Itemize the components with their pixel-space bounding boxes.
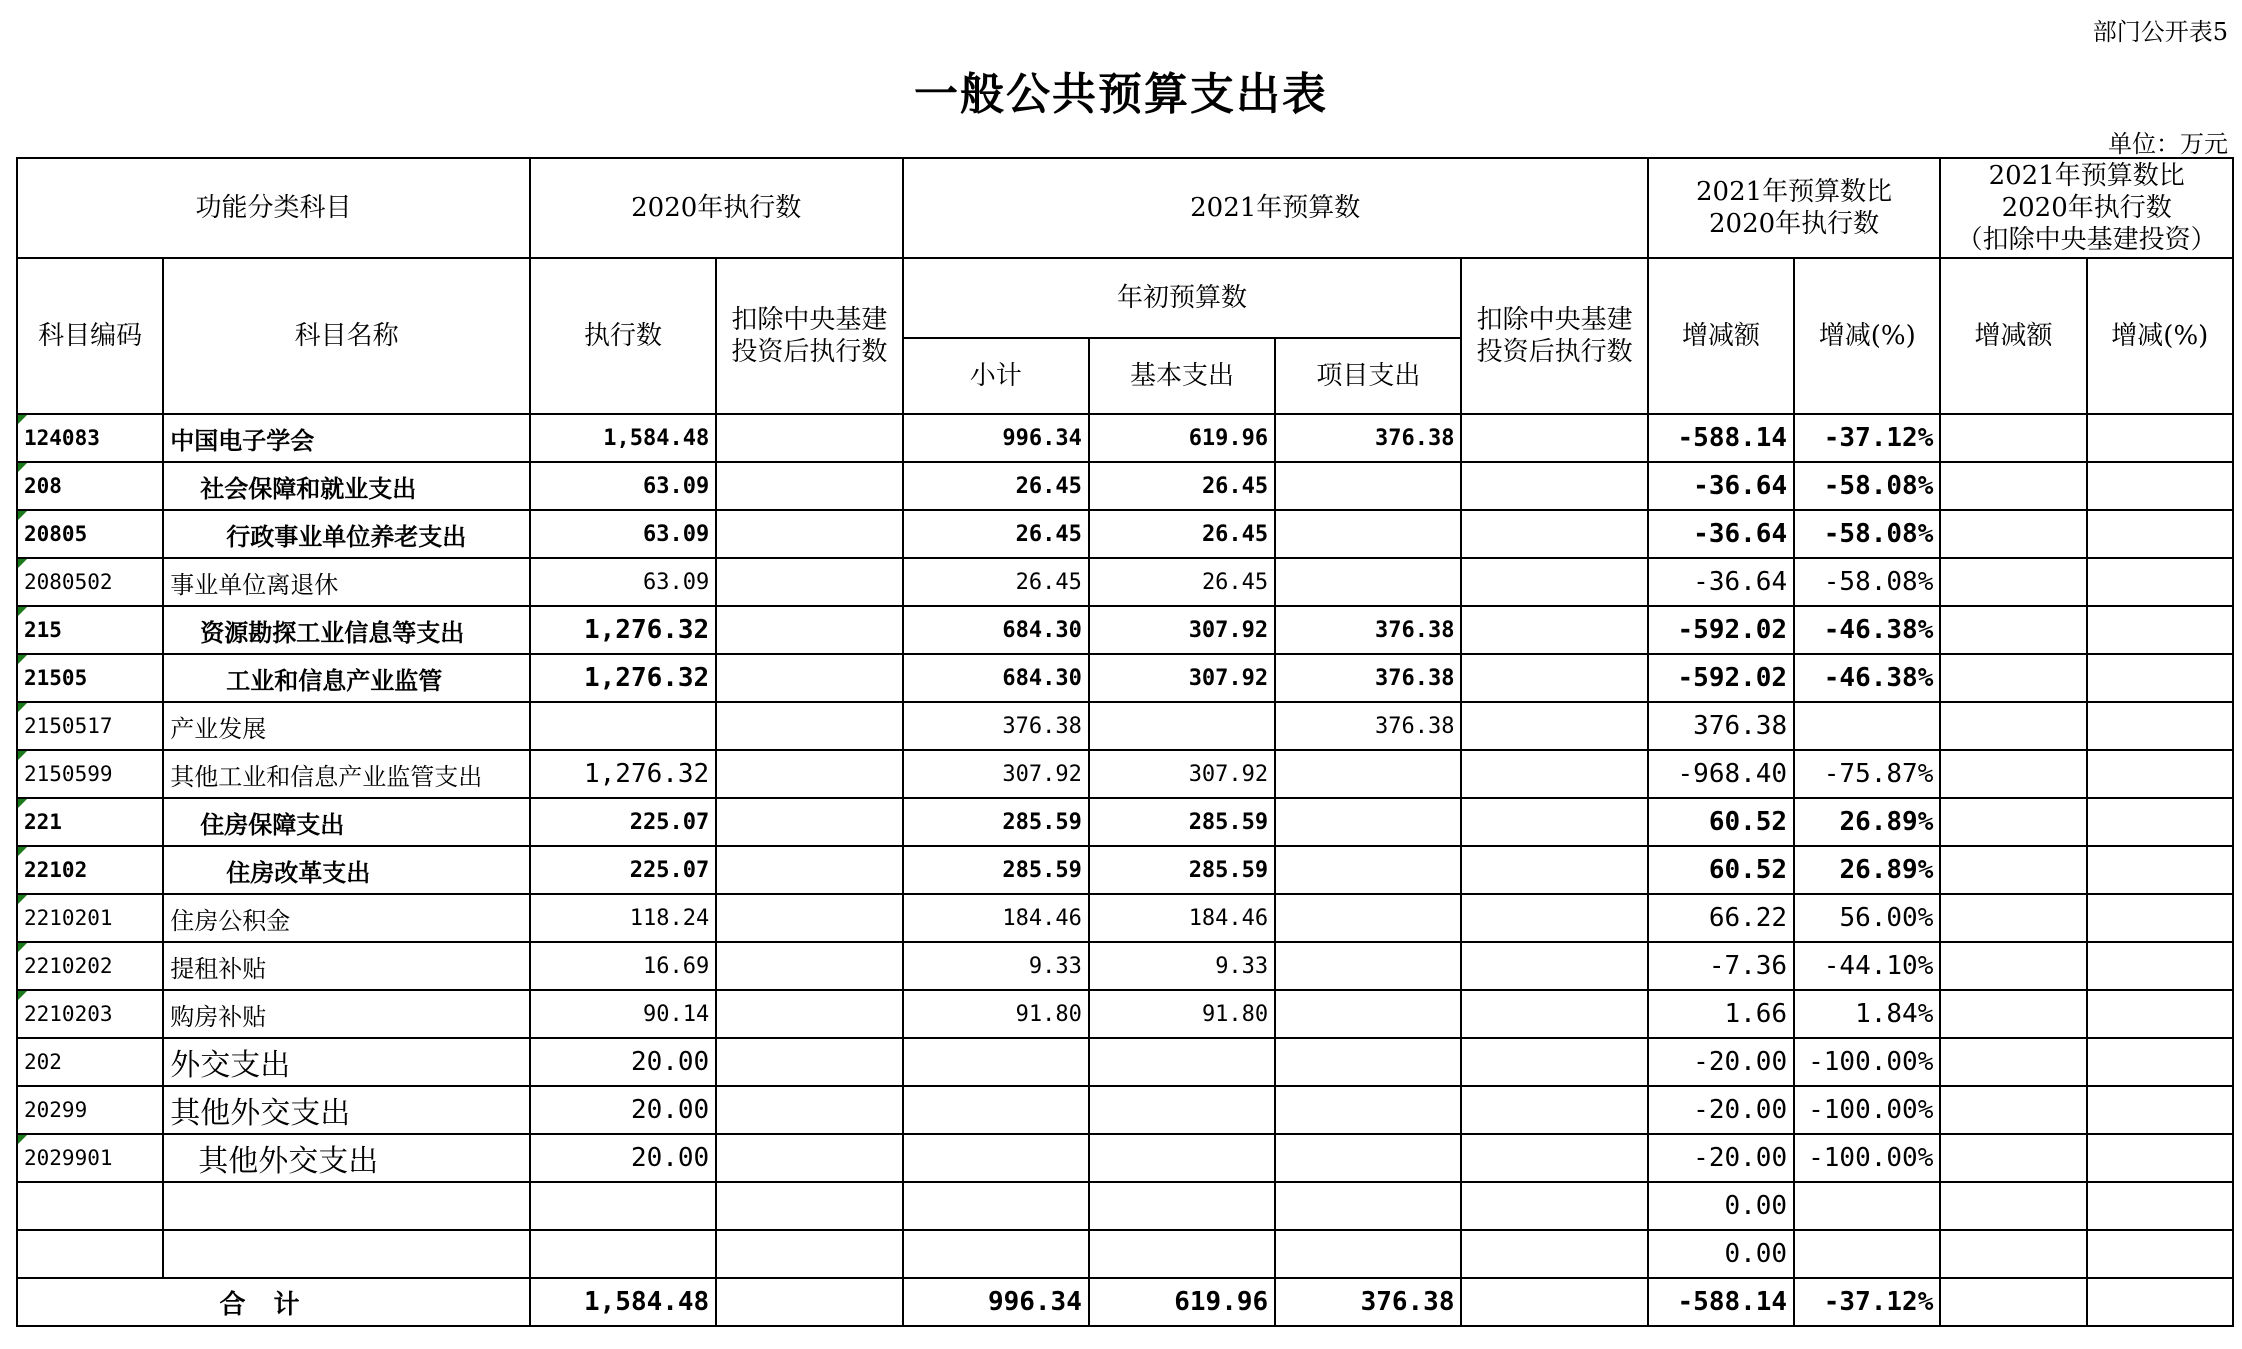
- cell-basic: 285.59: [1089, 798, 1275, 846]
- cell-exec: 20.00: [530, 1134, 716, 1182]
- cell-pct: -100.00%: [1794, 1038, 1940, 1086]
- subject-name: 资源勘探工业信息等支出: [163, 606, 530, 654]
- header-excl-exec-line2: 投资后执行数: [731, 337, 888, 367]
- cell-budget-excl: [1461, 990, 1647, 1038]
- cell-budget-excl: [1461, 702, 1647, 750]
- cell-excl-exec: [716, 702, 902, 750]
- cell-pct: -100.00%: [1794, 1086, 1940, 1134]
- cell-project: [1275, 942, 1461, 990]
- cell-budget-excl: [1461, 654, 1647, 702]
- cell-subtotal: 26.45: [903, 462, 1089, 510]
- subject-code: 20299: [17, 1086, 163, 1134]
- cell-project: [1275, 1086, 1461, 1134]
- cell-project: 376.38: [1275, 654, 1461, 702]
- cell-pct-2: [2087, 654, 2233, 702]
- cell-budget-excl: [1461, 1182, 1647, 1230]
- cell-pct-2: [2087, 558, 2233, 606]
- cell-basic: 26.45: [1089, 462, 1275, 510]
- cell-change-2: [1940, 990, 2086, 1038]
- cell-excl-exec: [716, 1230, 902, 1278]
- cell-subtotal: [903, 1086, 1089, 1134]
- cell-change: -36.64: [1648, 558, 1794, 606]
- subject-code: 21505: [17, 654, 163, 702]
- cell-change-2: [1940, 1086, 2086, 1134]
- cell-change-2: [1940, 702, 2086, 750]
- table-row: [17, 510, 2233, 558]
- cell-subtotal: 26.45: [903, 510, 1089, 558]
- cell-excl-exec: [716, 750, 902, 798]
- cell-basic: [1089, 1134, 1275, 1182]
- cell-pct-2: [2087, 1134, 2233, 1182]
- total-pct-2: [2087, 1278, 2233, 1326]
- cell-marker-icon: [18, 511, 27, 520]
- cell-pct-2: [2087, 750, 2233, 798]
- subject-code: 124083: [17, 414, 163, 462]
- cell-change: -592.02: [1648, 606, 1794, 654]
- cell-budget-excl: [1461, 606, 1647, 654]
- subject-code: 215: [17, 606, 163, 654]
- subject-code: 20805: [17, 510, 163, 558]
- cell-marker-icon: [18, 991, 27, 1000]
- table-row: [17, 1230, 2233, 1278]
- total-label: 合计: [17, 1278, 530, 1326]
- cell-excl-exec: [716, 654, 902, 702]
- cell-subtotal: 376.38: [903, 702, 1089, 750]
- cell-excl-exec: [716, 510, 902, 558]
- cell-budget-excl: [1461, 846, 1647, 894]
- header-compare-exec-line1: 2021年预算数比: [1696, 177, 1893, 207]
- subject-name: 住房公积金: [163, 894, 530, 942]
- cell-change-2: [1940, 654, 2086, 702]
- cell-budget-excl: [1461, 942, 1647, 990]
- cell-change: -20.00: [1648, 1086, 1794, 1134]
- cell-project: [1275, 894, 1461, 942]
- cell-exec: 63.09: [530, 510, 716, 558]
- cell-budget-excl: [1461, 1230, 1647, 1278]
- header-compare-exec-line2: 2020年执行数: [1709, 209, 1880, 239]
- cell-subtotal: 91.80: [903, 990, 1089, 1038]
- total-change: -588.14: [1648, 1278, 1794, 1326]
- cell-pct: -46.38%: [1794, 654, 1940, 702]
- cell-pct: -100.00%: [1794, 1134, 1940, 1182]
- cell-change-2: [1940, 942, 2086, 990]
- table-row: [17, 798, 2233, 846]
- header-compare-excl-line2: 2020年执行数: [2001, 193, 2172, 223]
- cell-change: -968.40: [1648, 750, 1794, 798]
- cell-marker-icon: [18, 655, 27, 664]
- cell-pct-2: [2087, 414, 2233, 462]
- cell-exec: 1,584.48: [530, 414, 716, 462]
- cell-marker-icon: [18, 943, 27, 952]
- cell-pct: -58.08%: [1794, 462, 1940, 510]
- cell-basic: [1089, 1038, 1275, 1086]
- cell-subtotal: 9.33: [903, 942, 1089, 990]
- cell-project: [1275, 1182, 1461, 1230]
- cell-subtotal: 307.92: [903, 750, 1089, 798]
- cell-marker-icon: [18, 751, 27, 760]
- header-change-pct: 增减(%): [1794, 258, 1940, 414]
- cell-change: -20.00: [1648, 1038, 1794, 1086]
- cell-subtotal: 684.30: [903, 606, 1089, 654]
- subject-code: 2080502: [17, 558, 163, 606]
- cell-change: 376.38: [1648, 702, 1794, 750]
- header-exec-2020: 2020年执行数: [530, 158, 903, 258]
- cell-basic: [1089, 1182, 1275, 1230]
- cell-subtotal: [903, 1230, 1089, 1278]
- cell-excl-exec: [716, 606, 902, 654]
- cell-pct-2: [2087, 1182, 2233, 1230]
- cell-pct-2: [2087, 798, 2233, 846]
- table-row: [17, 606, 2233, 654]
- cell-marker-icon: [18, 703, 27, 712]
- subject-code: 208: [17, 462, 163, 510]
- cell-excl-exec: [716, 846, 902, 894]
- total-subtotal: 996.34: [903, 1278, 1089, 1326]
- cell-budget-excl: [1461, 1038, 1647, 1086]
- cell-change-2: [1940, 1230, 2086, 1278]
- cell-marker-icon: [18, 559, 27, 568]
- cell-marker-icon: [18, 847, 27, 856]
- cell-project: [1275, 558, 1461, 606]
- cell-subtotal: 285.59: [903, 798, 1089, 846]
- cell-exec: 225.07: [530, 846, 716, 894]
- header-compare-excl: [1940, 158, 2233, 258]
- cell-excl-exec: [716, 1134, 902, 1182]
- cell-exec: [530, 1230, 716, 1278]
- subject-code: 22102: [17, 846, 163, 894]
- subject-name: 住房保障支出: [163, 798, 530, 846]
- header-change-amount: 增减额: [1648, 258, 1794, 414]
- cell-change: 0.00: [1648, 1230, 1794, 1278]
- cell-change-2: [1940, 414, 2086, 462]
- subject-name: 外交支出: [163, 1038, 530, 1086]
- subject-name: 社会保障和就业支出: [163, 462, 530, 510]
- cell-budget-excl: [1461, 462, 1647, 510]
- page-title: 一般公共预算支出表: [914, 69, 1328, 120]
- cell-subtotal: 184.46: [903, 894, 1089, 942]
- cell-exec: 16.69: [530, 942, 716, 990]
- cell-pct: -46.38%: [1794, 606, 1940, 654]
- subject-code: 2150517: [17, 702, 163, 750]
- cell-pct: [1794, 1182, 1940, 1230]
- subject-code: 221: [17, 798, 163, 846]
- header-budget-excl-line1: 扣除中央基建: [1476, 305, 1633, 335]
- header-excl-exec: [716, 258, 902, 414]
- cell-pct-2: [2087, 1086, 2233, 1134]
- cell-project: [1275, 750, 1461, 798]
- cell-basic: [1089, 1086, 1275, 1134]
- cell-subtotal: [903, 1038, 1089, 1086]
- header-compare-exec: [1648, 158, 1941, 258]
- table-row: [17, 414, 2233, 462]
- subject-code: [17, 1230, 163, 1278]
- subject-code: 2210201: [17, 894, 163, 942]
- header-change-amount-2: 增减额: [1940, 258, 2086, 414]
- cell-change: 0.00: [1648, 1182, 1794, 1230]
- cell-budget-excl: [1461, 558, 1647, 606]
- cell-change-2: [1940, 510, 2086, 558]
- subject-name: 住房改革支出: [163, 846, 530, 894]
- cell-pct: [1794, 1230, 1940, 1278]
- cell-marker-icon: [18, 895, 27, 904]
- cell-change-2: [1940, 606, 2086, 654]
- cell-change-2: [1940, 558, 2086, 606]
- cell-change-2: [1940, 1134, 2086, 1182]
- cell-basic: 26.45: [1089, 558, 1275, 606]
- cell-pct: -58.08%: [1794, 510, 1940, 558]
- cell-basic: 307.92: [1089, 606, 1275, 654]
- cell-marker-icon: [18, 799, 27, 808]
- cell-excl-exec: [716, 990, 902, 1038]
- cell-pct-2: [2087, 942, 2233, 990]
- cell-pct: 56.00%: [1794, 894, 1940, 942]
- cell-change-2: [1940, 462, 2086, 510]
- table-row: [17, 1038, 2233, 1086]
- cell-change: -7.36: [1648, 942, 1794, 990]
- header-basic-exp: 基本支出: [1089, 338, 1275, 414]
- cell-subtotal: 684.30: [903, 654, 1089, 702]
- cell-change: 66.22: [1648, 894, 1794, 942]
- cell-basic: 285.59: [1089, 846, 1275, 894]
- cell-subtotal: 996.34: [903, 414, 1089, 462]
- cell-exec: 225.07: [530, 798, 716, 846]
- cell-exec: 63.09: [530, 558, 716, 606]
- total-project: 376.38: [1275, 1278, 1461, 1326]
- cell-marker-icon: [18, 463, 27, 472]
- cell-project: [1275, 462, 1461, 510]
- cell-pct-2: [2087, 702, 2233, 750]
- cell-change: 60.52: [1648, 798, 1794, 846]
- cell-budget-excl: [1461, 798, 1647, 846]
- cell-change-2: [1940, 1038, 2086, 1086]
- cell-pct-2: [2087, 606, 2233, 654]
- table-row: [17, 1182, 2233, 1230]
- cell-budget-excl: [1461, 510, 1647, 558]
- cell-pct-2: [2087, 1038, 2233, 1086]
- cell-excl-exec: [716, 1086, 902, 1134]
- sheet-reference: 部门公开表5: [2092, 18, 2228, 46]
- cell-excl-exec: [716, 1182, 902, 1230]
- cell-budget-excl: [1461, 1134, 1647, 1182]
- total-change-2: [1940, 1278, 2086, 1326]
- cell-exec: 118.24: [530, 894, 716, 942]
- subject-name: [163, 1182, 530, 1230]
- cell-change: 60.52: [1648, 846, 1794, 894]
- cell-basic: 9.33: [1089, 942, 1275, 990]
- cell-budget-excl: [1461, 750, 1647, 798]
- cell-change-2: [1940, 1182, 2086, 1230]
- cell-exec: 20.00: [530, 1086, 716, 1134]
- cell-change-2: [1940, 798, 2086, 846]
- subject-name: 行政事业单位养老支出: [163, 510, 530, 558]
- subject-name: 工业和信息产业监管: [163, 654, 530, 702]
- cell-pct: [1794, 702, 1940, 750]
- cell-marker-icon: [18, 1135, 27, 1144]
- cell-project: [1275, 990, 1461, 1038]
- cell-project: [1275, 1038, 1461, 1086]
- header-initial-budget: 年初预算数: [903, 258, 1462, 338]
- cell-basic: 619.96: [1089, 414, 1275, 462]
- cell-exec: [530, 1182, 716, 1230]
- cell-project: 376.38: [1275, 702, 1461, 750]
- cell-pct: -58.08%: [1794, 558, 1940, 606]
- subject-code: [17, 1182, 163, 1230]
- subject-name: [163, 1230, 530, 1278]
- cell-excl-exec: [716, 558, 902, 606]
- cell-exec: 90.14: [530, 990, 716, 1038]
- cell-budget-excl: [1461, 894, 1647, 942]
- table-row: [17, 462, 2233, 510]
- cell-pct: 26.89%: [1794, 798, 1940, 846]
- table-row: [17, 942, 2233, 990]
- table-row: [17, 846, 2233, 894]
- table-row: [17, 1086, 2233, 1134]
- table-row: [17, 750, 2233, 798]
- header-budget-excl-line2: 投资后执行数: [1476, 337, 1633, 367]
- subject-code: 2210202: [17, 942, 163, 990]
- cell-change: 1.66: [1648, 990, 1794, 1038]
- cell-excl-exec: [716, 798, 902, 846]
- cell-pct-2: [2087, 894, 2233, 942]
- cell-project: [1275, 1134, 1461, 1182]
- header-change-pct-2: 增减(%): [2087, 258, 2233, 414]
- subject-name: 中国电子学会: [163, 414, 530, 462]
- header-subtotal: 小计: [903, 338, 1089, 414]
- cell-pct: -37.12%: [1794, 414, 1940, 462]
- cell-project: [1275, 510, 1461, 558]
- cell-budget-excl: [1461, 1086, 1647, 1134]
- budget-table: [16, 157, 2234, 1327]
- cell-excl-exec: [716, 942, 902, 990]
- subject-name: 产业发展: [163, 702, 530, 750]
- cell-change: -592.02: [1648, 654, 1794, 702]
- cell-pct: -44.10%: [1794, 942, 1940, 990]
- unit-label: 单位：万元: [2108, 130, 2228, 158]
- cell-project: 376.38: [1275, 606, 1461, 654]
- table-row: [17, 654, 2233, 702]
- cell-basic: [1089, 702, 1275, 750]
- header-subject-code: 科目编码: [17, 258, 163, 414]
- cell-project: [1275, 798, 1461, 846]
- cell-change: -588.14: [1648, 414, 1794, 462]
- cell-pct: 1.84%: [1794, 990, 1940, 1038]
- header-excl-exec-line1: 扣除中央基建: [731, 305, 888, 335]
- header-budget-excl: [1461, 258, 1647, 414]
- subject-code: 2029901: [17, 1134, 163, 1182]
- cell-change: -36.64: [1648, 462, 1794, 510]
- table-row: [17, 990, 2233, 1038]
- cell-subtotal: 285.59: [903, 846, 1089, 894]
- table-row: [17, 894, 2233, 942]
- header-subject-name: 科目名称: [163, 258, 530, 414]
- cell-subtotal: [903, 1182, 1089, 1230]
- cell-change: -36.64: [1648, 510, 1794, 558]
- cell-excl-exec: [716, 894, 902, 942]
- cell-project: [1275, 1230, 1461, 1278]
- cell-excl-exec: [716, 1038, 902, 1086]
- subject-name: 其他外交支出: [163, 1134, 530, 1182]
- cell-marker-icon: [18, 415, 27, 424]
- total-exec: 1,584.48: [530, 1278, 716, 1326]
- subject-name: 其他外交支出: [163, 1086, 530, 1134]
- header-exec-amount: 执行数: [530, 258, 716, 414]
- header-func-class: 功能分类科目: [17, 158, 530, 258]
- total-pct: -37.12%: [1794, 1278, 1940, 1326]
- header-budget-2021: 2021年预算数: [903, 158, 1648, 258]
- subject-code: 2210203: [17, 990, 163, 1038]
- cell-excl-exec: [716, 414, 902, 462]
- cell-marker-icon: [18, 607, 27, 616]
- cell-change-2: [1940, 846, 2086, 894]
- cell-pct-2: [2087, 1230, 2233, 1278]
- cell-exec: 20.00: [530, 1038, 716, 1086]
- cell-project: 376.38: [1275, 414, 1461, 462]
- table-row: [17, 702, 2233, 750]
- header-compare-excl-line1: 2021年预算数比: [1988, 161, 2185, 191]
- subject-code: 202: [17, 1038, 163, 1086]
- cell-basic: 307.92: [1089, 654, 1275, 702]
- header-project-exp: 项目支出: [1275, 338, 1461, 414]
- cell-change: -20.00: [1648, 1134, 1794, 1182]
- total-row: [17, 1278, 2233, 1326]
- cell-subtotal: [903, 1134, 1089, 1182]
- cell-budget-excl: [1461, 414, 1647, 462]
- subject-name: 事业单位离退休: [163, 558, 530, 606]
- cell-basic: 307.92: [1089, 750, 1275, 798]
- cell-pct-2: [2087, 990, 2233, 1038]
- subject-name: 购房补贴: [163, 990, 530, 1038]
- cell-exec: 1,276.32: [530, 654, 716, 702]
- subject-code: 2150599: [17, 750, 163, 798]
- total-basic: 619.96: [1089, 1278, 1275, 1326]
- total-excl-exec: [716, 1278, 902, 1326]
- cell-pct-2: [2087, 510, 2233, 558]
- header-compare-excl-line3: （扣除中央基建投资）: [1956, 225, 2217, 255]
- cell-pct-2: [2087, 462, 2233, 510]
- cell-project: [1275, 846, 1461, 894]
- cell-change-2: [1940, 894, 2086, 942]
- table-row: [17, 558, 2233, 606]
- cell-exec: 63.09: [530, 462, 716, 510]
- cell-exec: 1,276.32: [530, 606, 716, 654]
- cell-pct: 26.89%: [1794, 846, 1940, 894]
- cell-exec: 1,276.32: [530, 750, 716, 798]
- cell-pct: -75.87%: [1794, 750, 1940, 798]
- table-row: [17, 1134, 2233, 1182]
- cell-basic: 184.46: [1089, 894, 1275, 942]
- cell-pct-2: [2087, 846, 2233, 894]
- subject-name: 其他工业和信息产业监管支出: [163, 750, 530, 798]
- total-budget-excl: [1461, 1278, 1647, 1326]
- subject-name: 提租补贴: [163, 942, 530, 990]
- cell-excl-exec: [716, 462, 902, 510]
- cell-basic: 26.45: [1089, 510, 1275, 558]
- cell-basic: [1089, 1230, 1275, 1278]
- cell-subtotal: 26.45: [903, 558, 1089, 606]
- cell-basic: 91.80: [1089, 990, 1275, 1038]
- cell-change-2: [1940, 750, 2086, 798]
- cell-exec: [530, 702, 716, 750]
